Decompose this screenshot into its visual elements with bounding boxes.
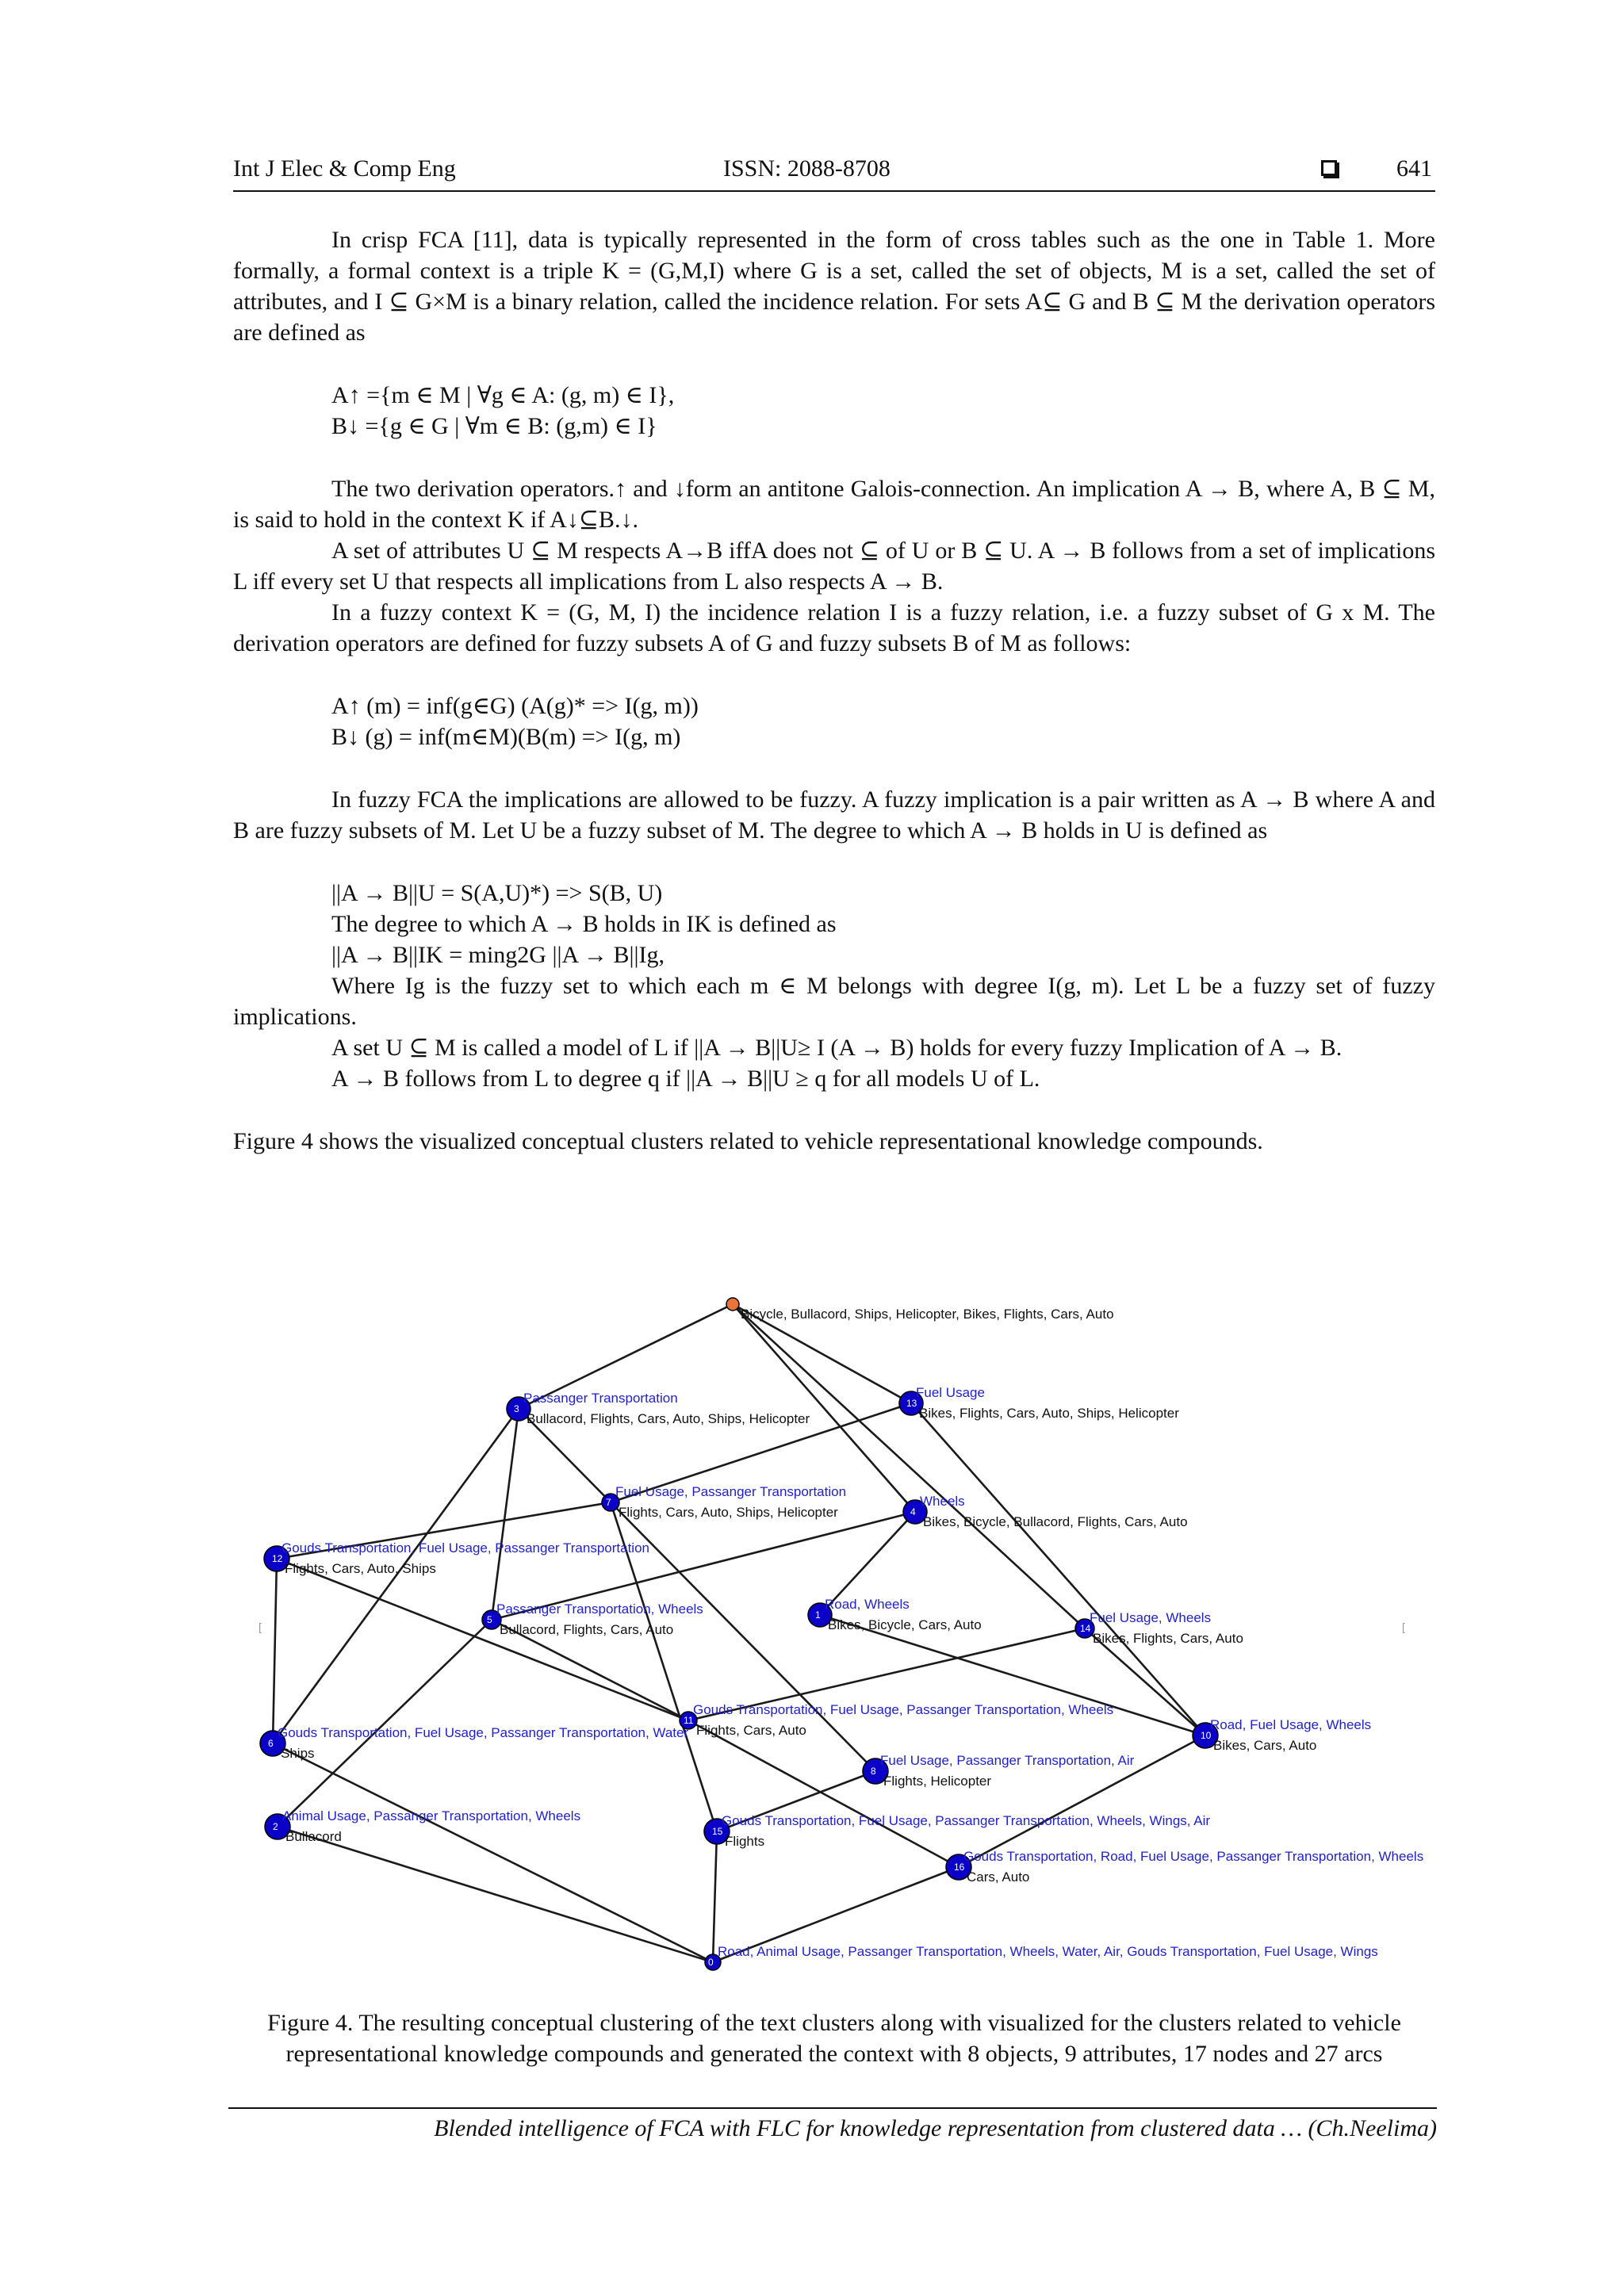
node-attribute-label: Animal Usage, Passanger Transportation, Wheels xyxy=(282,1808,581,1823)
node-object-label: Bikes, Bicycle, Cars, Auto xyxy=(828,1617,982,1632)
lattice-node xyxy=(899,1385,1179,1421)
lattice-node xyxy=(680,1702,1113,1738)
paragraph: Where Ig is the fuzzy set to which each m ∈ M belongs with degree I(g, m). Let L be a fuzzy set of fuzzy implications. xyxy=(233,973,1435,1030)
node-number: 14 xyxy=(1080,1623,1091,1634)
node-circle xyxy=(726,1298,739,1311)
lattice-edge xyxy=(273,1409,519,1743)
node-number: 16 xyxy=(954,1862,965,1873)
node-object-label: Bullacord, Flights, Cars, Auto xyxy=(500,1622,674,1637)
lattice-node xyxy=(946,1849,1423,1885)
node-number: 3 xyxy=(514,1403,519,1414)
node-object-label: Bullacord xyxy=(285,1829,342,1844)
lattice-node xyxy=(482,1601,703,1637)
node-object-label: Bikes, Cars, Auto xyxy=(1213,1738,1317,1753)
node-number: 7 xyxy=(606,1497,611,1508)
lattice-edge xyxy=(273,1559,277,1743)
journal-name: Int J Elec & Comp Eng xyxy=(233,155,456,182)
paragraph: The two derivation operators.↑ and ↓form an antitone Galois-connection. An implication A → B, where A, B ⊆ M, is said to hold in the context K if A↓⊆B.↓. xyxy=(233,476,1435,533)
lattice-node xyxy=(726,1298,1114,1322)
lattice-node xyxy=(863,1753,1135,1789)
paragraph: A set of attributes U ⊆ M respects A→B iffA does not ⊆ of U or B ⊆ U. A → B follows from a set of implications L iff every set U that respects all implications from L also respects A → B. xyxy=(233,538,1435,595)
node-number: 13 xyxy=(906,1398,917,1409)
node-object-label: Cars, Auto xyxy=(967,1869,1030,1885)
lattice-edge xyxy=(277,1559,688,1720)
node-number: 8 xyxy=(871,1766,876,1777)
formula: A↑ ={m ∈ M | ∀g ∈ A: (g, m) ∈ I}, xyxy=(331,382,675,408)
formula: B↓ ={g ∈ G | ∀m ∈ B: (g,m) ∈ I} xyxy=(331,413,657,439)
lattice-node xyxy=(264,1540,649,1576)
node-number: 10 xyxy=(1201,1730,1212,1741)
lattice-edge xyxy=(733,1304,1085,1628)
node-attribute-label: Passanger Transportation xyxy=(523,1391,678,1406)
node-number: 6 xyxy=(268,1738,274,1749)
node-object-label: Bicycle, Bullacord, Ships, Helicopter, Bikes, Flights, Cars, Auto xyxy=(741,1307,1114,1322)
figure-4-concept-lattice xyxy=(233,1284,1435,1982)
node-attribute-label: Road, Animal Usage, Passanger Transportation, Wheels, Water, Air, Gouds Transportation, Fuel Usage, Wings xyxy=(718,1944,1378,1959)
node-number: 12 xyxy=(272,1553,283,1564)
lattice-node xyxy=(265,1808,580,1844)
lattice-node xyxy=(903,1494,1188,1529)
node-object-label: Bullacord, Flights, Cars, Auto, Ships, Helicopter xyxy=(527,1411,810,1426)
formula: ||A → B||IK = ming2G ||A → B||Ig, xyxy=(331,942,665,968)
formula: ||A → B||U = S(A,U)*) => S(B, U) xyxy=(331,880,663,906)
figure-caption: Figure 4. The resulting conceptual clustering of the text clusters along with visualized for the clusters related to vehicle representational knowledge compounds and generated the context with 8 objects, 9 attributes, 17 nodes and 27 arcs xyxy=(267,2010,1401,2067)
node-attribute-label: Fuel Usage, Passanger Transportation xyxy=(615,1484,847,1499)
page-number: 641 xyxy=(1396,155,1432,182)
lattice-node xyxy=(507,1391,810,1426)
issn: ISSN: 2088-8708 xyxy=(723,155,891,182)
node-number: 5 xyxy=(487,1614,492,1625)
node-object-label: Bikes, Flights, Cars, Auto xyxy=(1093,1631,1243,1646)
formula: The degree to which A → B holds in IK is defined as xyxy=(331,911,837,937)
node-number: 15 xyxy=(712,1826,723,1837)
node-object-label: Ships xyxy=(281,1746,315,1761)
side-mark-right: [ xyxy=(1402,1621,1405,1633)
node-attribute-label: Road, Wheels xyxy=(825,1597,910,1612)
lattice-node xyxy=(704,1813,1210,1849)
node-attribute-label: Gouds Transportation, Fuel Usage, Passanger Transportation, Wheels, Wings, Air xyxy=(722,1813,1211,1828)
lattice-edge xyxy=(713,1831,717,1962)
page-footer: Blended intelligence of FCA with FLC for knowledge representation from clustered data … (Ch.Neelima) xyxy=(228,2107,1437,2142)
lattice-edge xyxy=(911,1403,1205,1735)
node-object-label: Bikes, Flights, Cars, Auto, Ships, Helicopter xyxy=(919,1406,1179,1421)
page-header xyxy=(233,155,1435,192)
lattice-edge xyxy=(733,1304,915,1512)
section-crisp-fca xyxy=(233,224,1435,1157)
square-icon xyxy=(1321,160,1337,176)
node-object-label: Bikes, Bicycle, Bullacord, Flights, Cars, Auto xyxy=(923,1514,1188,1529)
lattice-node xyxy=(1075,1610,1243,1646)
lattice-edge xyxy=(273,1743,713,1962)
node-attribute-label: Gouds Transportation, Fuel Usage, Passanger Transportation, Wheels xyxy=(693,1702,1114,1717)
paragraph: A set U ⊆ M is called a model of L if ||A → B||U≥ I (A → B) holds for every fuzzy Implication of A → B. xyxy=(331,1035,1342,1061)
node-number: 4 xyxy=(910,1506,916,1517)
node-attribute-label: Fuel Usage, Wheels xyxy=(1090,1610,1212,1625)
formula: A↑ (m) = inf(g∈G) (A(g)* => I(g, m)) xyxy=(331,693,699,719)
paragraph: A → B follows from L to degree q if ||A → B||U ≥ q for all models U of L. xyxy=(331,1066,1040,1092)
side-mark-left: [ xyxy=(259,1621,262,1633)
lattice-node xyxy=(602,1484,846,1520)
paragraph: Figure 4 shows the visualized conceptual clusters related to vehicle representational knowledge compounds. xyxy=(233,1128,1263,1154)
lattice-node xyxy=(705,1944,1378,1970)
node-number: 1 xyxy=(815,1609,821,1621)
lattice-edge xyxy=(278,1620,492,1827)
node-number: 2 xyxy=(273,1821,278,1832)
lattice-graph xyxy=(233,1284,1435,1982)
node-attribute-label: Wheels xyxy=(920,1494,965,1509)
node-object-label: Flights, Helicopter xyxy=(883,1774,992,1789)
node-attribute-label: Fuel Usage xyxy=(916,1385,985,1400)
node-object-label: Flights, Cars, Auto xyxy=(696,1723,806,1738)
node-object-label: Flights xyxy=(725,1834,765,1849)
node-object-label: Flights, Cars, Auto, Ships, Helicopter xyxy=(619,1505,838,1520)
paragraph: In crisp FCA [11], data is typically represented in the form of cross tables such as the one in Table 1. More formally, a formal context is a triple K = (G,M,I) where G is a set, called the set of objects, M is a set, called the set of attributes, and I ⊆ G×M is a binary relation, called the incidence relation. For sets A⊆ G and B ⊆ M the derivation operators are defined as xyxy=(233,227,1435,346)
node-attribute-label: Gouds Transportation, Fuel Usage, Passanger Transportation xyxy=(282,1540,649,1556)
node-attribute-label: Gouds Transportation, Fuel Usage, Passanger Transportation, Water xyxy=(278,1725,689,1740)
paragraph: In fuzzy FCA the implications are allowed to be fuzzy. A fuzzy implication is a pair written as A → B where A and B are fuzzy subsets of M. Let U be a fuzzy subset of M. The degree to which A → B holds in U is defined as xyxy=(233,786,1435,844)
lattice-edge xyxy=(278,1827,713,1962)
lattice-node xyxy=(260,1725,688,1761)
node-attribute-label: Gouds Transportation, Road, Fuel Usage, Passanger Transportation, Wheels xyxy=(963,1849,1424,1864)
node-attribute-label: Fuel Usage, Passanger Transportation, Air xyxy=(880,1753,1135,1768)
node-number: 11 xyxy=(684,1715,694,1726)
lattice-node xyxy=(808,1597,982,1632)
node-attribute-label: Road, Fuel Usage, Wheels xyxy=(1210,1717,1372,1732)
lattice-node xyxy=(1193,1717,1371,1753)
paragraph: In a fuzzy context K = (G, M, I) the incidence relation I is a fuzzy relation, i.e. a fuzzy subset of G x M. The derivation operators are defined for fuzzy subsets A of G and fuzzy subsets B of M as follows: xyxy=(233,599,1435,656)
node-number: 0 xyxy=(708,1957,714,1968)
formula: B↓ (g) = inf(m∈M)(B(m) => I(g, m) xyxy=(331,724,681,750)
node-attribute-label: Passanger Transportation, Wheels xyxy=(496,1601,703,1617)
node-object-label: Flights, Cars, Auto, Ships xyxy=(285,1561,436,1576)
